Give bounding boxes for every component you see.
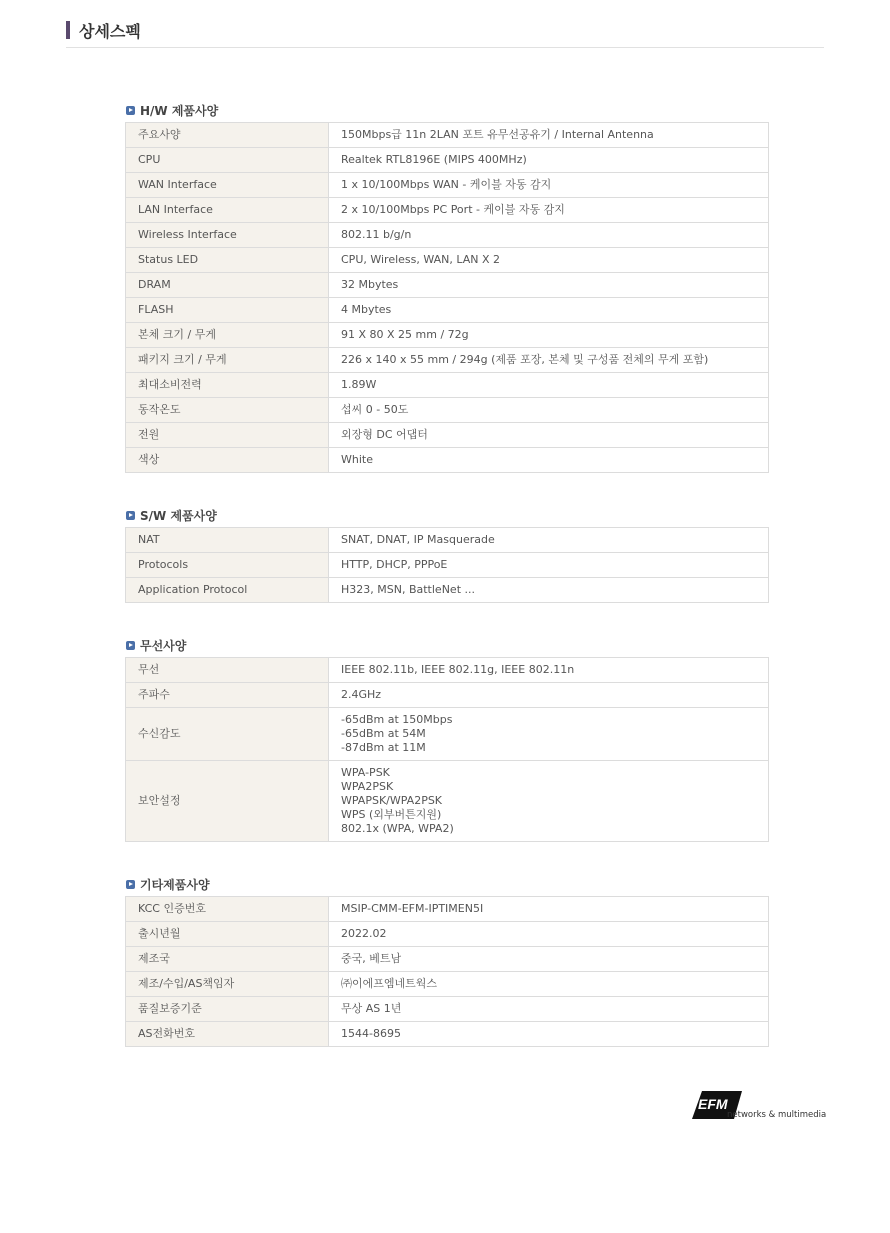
- table-row: [126, 423, 769, 448]
- spec-key: WAN Interface: [126, 173, 329, 198]
- spec-value: SNAT, DNAT, IP Masquerade: [329, 528, 769, 553]
- spec-key: 주파수: [126, 683, 329, 708]
- value-line: WPAPSK/WPA2PSK: [341, 794, 443, 807]
- value-line: 802.1x (WPA, WPA2): [341, 822, 454, 835]
- table-row: [126, 553, 769, 578]
- spec-value: 2 x 10/100Mbps PC Port - 케이블 자동 감지: [329, 198, 769, 223]
- spec-key: DRAM: [126, 273, 329, 298]
- value-line: WPA2PSK: [341, 780, 394, 793]
- table-row: [126, 123, 769, 148]
- bullet-icon: [126, 641, 135, 650]
- section-wireless-spec: [125, 637, 769, 842]
- section-header: [125, 876, 769, 896]
- spec-value: IEEE 802.11b, IEEE 802.11g, IEEE 802.11n: [329, 658, 769, 683]
- spec-value: 226 x 140 x 55 mm / 294g (제품 포장, 본체 및 구성품 전체의 무게 포함): [329, 348, 769, 373]
- spec-value: 150Mbps급 11n 2LAN 포트 유무선공유기 / Internal Antenna: [329, 123, 769, 148]
- bullet-icon: [126, 106, 135, 115]
- spec-key: 패키지 크기 / 무게: [126, 348, 329, 373]
- spec-value: HTTP, DHCP, PPPoE: [329, 553, 769, 578]
- table-row: [126, 448, 769, 473]
- spec-value: 섭씨 0 - 50도: [329, 398, 769, 423]
- spec-key: 주요사양: [126, 123, 329, 148]
- spec-value: 1.89W: [329, 373, 769, 398]
- spec-key: 전원: [126, 423, 329, 448]
- efm-logo: [690, 1088, 827, 1124]
- value-line: WPA-PSK: [341, 766, 390, 779]
- spec-key: CPU: [126, 148, 329, 173]
- spec-value: 32 Mbytes: [329, 273, 769, 298]
- page-title: [66, 18, 824, 48]
- value-line: -65dBm at 150Mbps: [341, 713, 453, 726]
- title-accent-bar: [66, 21, 70, 39]
- logo-mark-text: EFM: [698, 1096, 728, 1112]
- spec-key: 무선: [126, 658, 329, 683]
- table-row: [126, 972, 769, 997]
- spec-key: Status LED: [126, 248, 329, 273]
- spec-value: 2022.02: [329, 922, 769, 947]
- table-row: [126, 148, 769, 173]
- section-header: [125, 102, 769, 122]
- table-row: [126, 578, 769, 603]
- spec-value: 1 x 10/100Mbps WAN - 케이블 자동 감지: [329, 173, 769, 198]
- spec-key: FLASH: [126, 298, 329, 323]
- table-row: [126, 298, 769, 323]
- table-row: [126, 922, 769, 947]
- table-row: [126, 1022, 769, 1047]
- table-row: [126, 897, 769, 922]
- spec-value: MSIP-CMM-EFM-IPTIMEN5I: [329, 897, 769, 922]
- section-title: 기타제품사양: [140, 878, 210, 892]
- table-row: [126, 248, 769, 273]
- section-title: 무선사양: [140, 639, 187, 653]
- spec-value: ㈜이에프엠네트웍스: [329, 972, 769, 997]
- spec-key: 본체 크기 / 무게: [126, 323, 329, 348]
- spec-value: [329, 708, 769, 761]
- spec-key: Application Protocol: [126, 578, 329, 603]
- section-other-spec: [125, 876, 769, 1047]
- spec-key: Wireless Interface: [126, 223, 329, 248]
- table-row: [126, 658, 769, 683]
- spec-value: 1544-8695: [329, 1022, 769, 1047]
- spec-value: Realtek RTL8196E (MIPS 400MHz): [329, 148, 769, 173]
- table-row: [126, 323, 769, 348]
- spec-key: AS전화번호: [126, 1022, 329, 1047]
- section-header: [125, 637, 769, 657]
- table-row: [126, 528, 769, 553]
- spec-key: 수신감도: [126, 708, 329, 761]
- spec-value: 중국, 베트남: [329, 947, 769, 972]
- table-row: [126, 997, 769, 1022]
- spec-value: 4 Mbytes: [329, 298, 769, 323]
- value-line: -87dBm at 11M: [341, 741, 426, 754]
- spec-value: 2.4GHz: [329, 683, 769, 708]
- table-row: [126, 173, 769, 198]
- spec-key: LAN Interface: [126, 198, 329, 223]
- section-sw-spec: [125, 507, 769, 603]
- table-row: [126, 223, 769, 248]
- table-row: [126, 947, 769, 972]
- spec-value: 802.11 b/g/n: [329, 223, 769, 248]
- value-line: -65dBm at 54M: [341, 727, 426, 740]
- bullet-icon: [126, 511, 135, 520]
- spec-table: [125, 657, 769, 842]
- section-header: [125, 507, 769, 527]
- spec-key: 색상: [126, 448, 329, 473]
- section-hw-spec: [125, 102, 769, 473]
- spec-value: H323, MSN, BattleNet ...: [329, 578, 769, 603]
- spec-value: CPU, Wireless, WAN, LAN X 2: [329, 248, 769, 273]
- spec-table: [125, 122, 769, 473]
- spec-key: 보안설정: [126, 761, 329, 842]
- table-row: [126, 761, 769, 842]
- section-title: H/W 제품사양: [140, 104, 219, 118]
- spec-key: 품질보증기준: [126, 997, 329, 1022]
- spec-value: White: [329, 448, 769, 473]
- spec-key: 최대소비전력: [126, 373, 329, 398]
- spec-key: 출시년월: [126, 922, 329, 947]
- table-row: [126, 348, 769, 373]
- table-row: [126, 708, 769, 761]
- spec-table: [125, 527, 769, 603]
- table-row: [126, 398, 769, 423]
- section-title: S/W 제품사양: [140, 509, 217, 523]
- page-title-text: 상세스펙: [79, 22, 141, 41]
- table-row: [126, 373, 769, 398]
- spec-value: 외장형 DC 어댑터: [329, 423, 769, 448]
- table-row: [126, 683, 769, 708]
- spec-key: KCC 인증번호: [126, 897, 329, 922]
- spec-table: [125, 896, 769, 1047]
- spec-key: NAT: [126, 528, 329, 553]
- spec-key: 동작온도: [126, 398, 329, 423]
- logo-tagline: networks & multimedia: [727, 1110, 827, 1120]
- table-row: [126, 273, 769, 298]
- spec-key: 제조국: [126, 947, 329, 972]
- spec-key: Protocols: [126, 553, 329, 578]
- table-row: [126, 198, 769, 223]
- spec-value: 91 X 80 X 25 mm / 72g: [329, 323, 769, 348]
- spec-key: 제조/수입/AS책임자: [126, 972, 329, 997]
- spec-value: 무상 AS 1년: [329, 997, 769, 1022]
- bullet-icon: [126, 880, 135, 889]
- value-line: WPS (외부버튼지원): [341, 808, 442, 821]
- spec-value: [329, 761, 769, 842]
